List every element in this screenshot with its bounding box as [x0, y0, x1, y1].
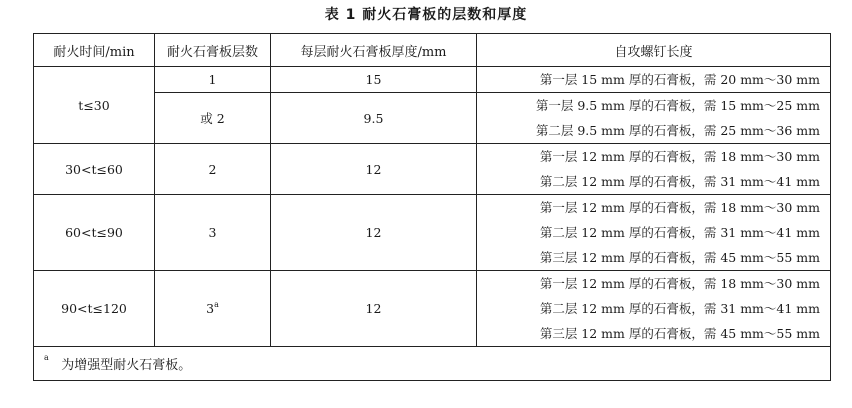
footnote-marker: a [214, 300, 219, 309]
screw-line: 第一层 9.5 mm 厚的石膏板，需 15 mm～25 mm [535, 98, 820, 113]
screw-cell [477, 144, 831, 195]
footnote-row [34, 347, 831, 381]
layers-cell: 2 [155, 144, 271, 195]
layers-cell [155, 271, 271, 347]
layers-cell: 1 [155, 67, 271, 93]
header-layers: 耐火石膏板层数 [155, 34, 271, 67]
table-row [34, 144, 831, 195]
screw-line: 第一层 15 mm 厚的石膏板，需 20 mm～30 mm [539, 72, 820, 87]
screw-cell [477, 93, 831, 144]
screw-cell [477, 67, 831, 93]
table-row [34, 67, 831, 93]
fire-time-cell: 60<t≤90 [34, 195, 155, 271]
fire-time-cell: t≤30 [34, 67, 155, 144]
thickness-cell: 9.5 [271, 93, 477, 144]
fire-time-cell: 30<t≤60 [34, 144, 155, 195]
screw-line: 第二层 12 mm 厚的石膏板，需 31 mm～41 mm [539, 301, 820, 316]
footnote-text: 为增强型耐火石膏板。 [61, 358, 192, 373]
table-row [34, 271, 831, 347]
screw-cell [477, 271, 831, 347]
screw-line: 第一层 12 mm 厚的石膏板，需 18 mm～30 mm [539, 276, 820, 291]
screw-line: 第二层 12 mm 厚的石膏板，需 31 mm～41 mm [539, 225, 820, 240]
screw-line: 第三层 12 mm 厚的石膏板，需 45 mm～55 mm [539, 250, 820, 265]
screw-line: 第二层 12 mm 厚的石膏板，需 31 mm～41 mm [539, 174, 820, 189]
thickness-cell: 12 [271, 271, 477, 347]
header-row [34, 34, 831, 67]
header-screw-length: 自攻螺钉长度 [477, 34, 831, 67]
fire-gypsum-table [33, 33, 831, 381]
layers-cell: 3 [155, 195, 271, 271]
layers-cell: 或 2 [155, 93, 271, 144]
screw-line: 第一层 12 mm 厚的石膏板，需 18 mm～30 mm [539, 149, 820, 164]
header-thickness: 每层耐火石膏板厚度/mm [271, 34, 477, 67]
table-caption: 表 1 耐火石膏板的层数和厚度 [324, 7, 528, 23]
screw-line: 第二层 9.5 mm 厚的石膏板，需 25 mm～36 mm [535, 123, 820, 138]
screw-line: 第一层 12 mm 厚的石膏板，需 18 mm～30 mm [539, 200, 820, 215]
layers-value: 3 [206, 301, 215, 316]
fire-time-cell: 90<t≤120 [34, 271, 155, 347]
screw-cell [477, 195, 831, 271]
thickness-cell: 12 [271, 195, 477, 271]
footnote-mark: a [44, 353, 49, 362]
header-fire-time: 耐火时间/min [34, 34, 155, 67]
table-row [34, 195, 831, 271]
screw-line: 第三层 12 mm 厚的石膏板，需 45 mm～55 mm [539, 326, 820, 341]
footnote [34, 347, 831, 381]
thickness-cell: 15 [271, 67, 477, 93]
thickness-cell: 12 [271, 144, 477, 195]
